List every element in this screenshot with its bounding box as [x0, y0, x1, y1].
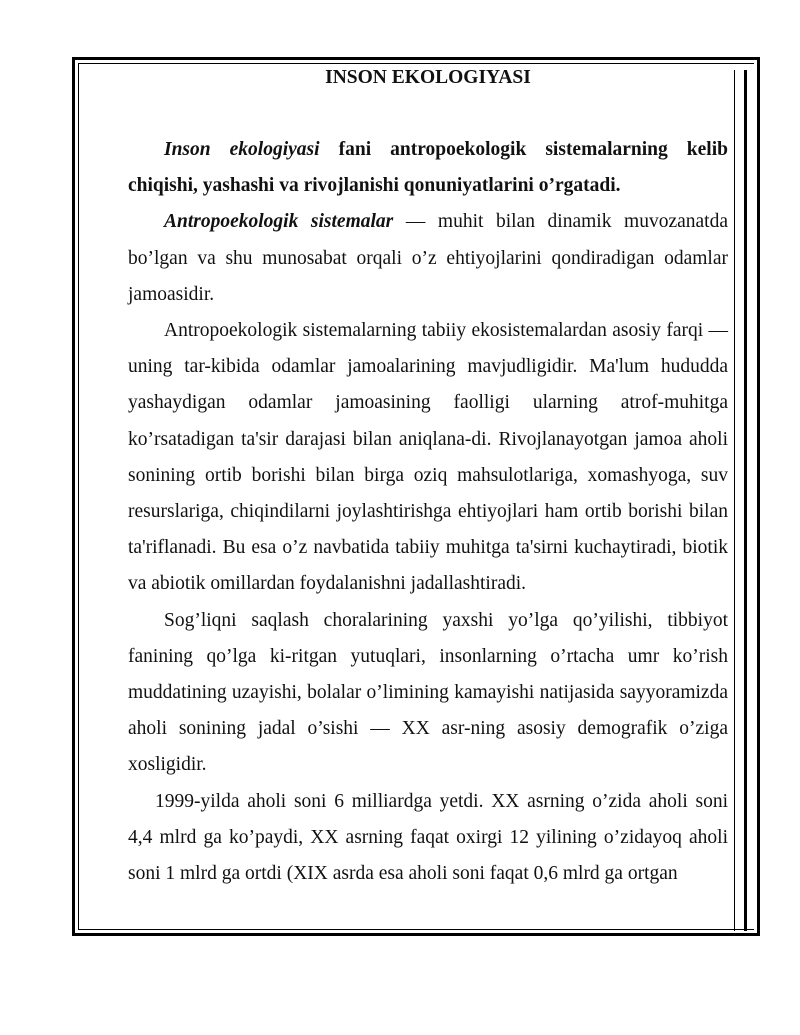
- paragraph-1-text: fani antropoekologik sistemalarning kelib chiqishi, yashashi va rivojlanishi qonuniyatlarini o’rgatadi.: [128, 139, 728, 197]
- document-body: [128, 60, 728, 892]
- paragraph-1: [128, 132, 728, 204]
- page-border-right-thin: [734, 70, 735, 931]
- paragraph-2-text: — muhit bilan dinamik muvozanatda bo’lgan va shu munosabat orqali o’z ehtiyojlarini qondiradigan odamlar jamoasidir.: [128, 211, 728, 305]
- term-inson-ekologiyasi: Inson ekologiyasi: [164, 139, 320, 160]
- paragraph-5: 1999-yilda aholi soni 6 milliardga yetdi. XX asrning o’zida aholi soni 4,4 mlrd ga ko’paydi, XX asrning faqat oxirgi 12 yilining o’zidayoq aholi soni 1 mlrd ga ortdi (XIX asrda esa aholi soni faqat 0,6 mlrd ga ortgan: [128, 790, 728, 885]
- document-title: INSON EKOLOGIYASI: [325, 67, 531, 88]
- paragraph-3: Antropoekologik sistemalarning tabiiy ekosistemalardan asosiy farqi — uning tar-kibida odamlar jamoalarining mavjudligidir. Ma'lum hududda yashaydigan odamlar jamoasining faolligi ularning atrof-muhitga ko’rsatadigan ta'sir darajasi bilan aniqlana-di. Rivojlanayotgan jamoa aholi sonining ortib borishi bilan birga oziq mahsulotlariga, xomashyoga, suv resurslariga, chiqindilarni joylashtirishga ehtiyojlari ham ortib borishi bilan ta'riflanadi. Bu esa o’z navbatida tabiiy muhitga ta'sirni kuchaytiradi, biotik va abiotik omillardan foydalanishni jadallashtiradi.: [128, 320, 728, 595]
- paragraph-2: [128, 204, 728, 313]
- page-border-right-bar: [744, 70, 747, 931]
- paragraph-4: Sog’liqni saqlash choralarining yaxshi yo’lga qo’yilishi, tibbiyot fanining qo’lga ki-ritgan yutuqlari, insonlarning o’rtacha umr ko’rish muddatining uzayishi, bolalar o’limining kamayishi natijasida sayyoramizda aholi sonining jadal o’sishi — XX asr-ning asosiy demografik o’ziga xosligidir.: [128, 609, 728, 776]
- term-antropoekologik-sistemalar: Antropoekologik sistemalar: [164, 211, 394, 233]
